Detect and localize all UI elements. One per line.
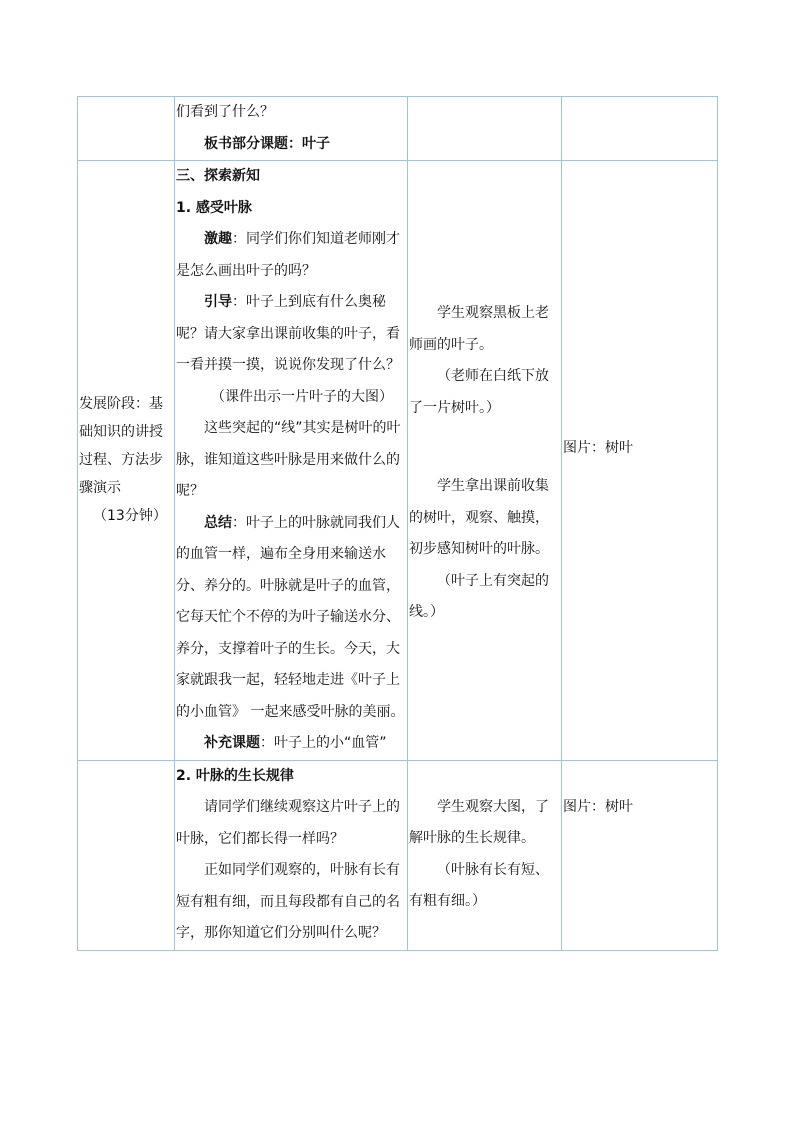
paragraph	[176, 728, 406, 760]
stage-cell	[78, 161, 175, 761]
section-heading: 三、探索新知	[176, 168, 260, 184]
teacher-activity-cell	[175, 97, 408, 161]
media-cell	[562, 760, 718, 950]
subsection-heading: 1. 感受叶脉	[176, 199, 252, 216]
paragraph: （老师在白纸下放了一片树叶。）	[409, 368, 549, 416]
teacher-activity-cell	[175, 161, 408, 761]
paragraph-text: ：同学们你们知道老师刚才是怎么画出叶子的吗？	[176, 231, 400, 279]
paragraph: 学生观察黑板上老师画的叶子。	[409, 305, 549, 353]
paragraph: 学生拿出课前收集的树叶，观察、触摸，初步感知树叶的叶脉。	[409, 478, 549, 557]
paragraph	[176, 224, 406, 287]
paragraph-label: 激趣	[204, 231, 232, 247]
text-line: 们看到了什么？	[176, 104, 274, 120]
paragraph: 这些突起的“线”其实是树叶的叶脉，谁知道这些叶脉是用来做什么的呢？	[176, 420, 401, 499]
paragraph-text: ：叶子上的叶脉就同我们人的血管一样，遍布全身用来输送水分、养分的。叶脉就是叶子的血管，它每天忙个不停的为叶子输送水分、养分，支撑着叶子的生长。今天，大家就跟我一起，轻轻地走进《叶子上的小血管》 一起来感受叶脉的美丽。	[176, 514, 405, 720]
paragraph: （叶子上有突起的线。）	[409, 572, 549, 620]
paragraph	[176, 508, 406, 729]
table-row	[78, 97, 718, 161]
subsection-heading: 2. 叶脉的生长规律	[176, 767, 294, 784]
paragraph-text: ：叶子上到底有什么奥秘呢？请大家拿出课前收集的叶子，看一看并摸一摸，说说你发现了什么？	[176, 294, 400, 373]
paragraph-label: 引导	[204, 294, 232, 310]
student-activity-cell	[408, 161, 562, 761]
paragraph	[176, 287, 406, 382]
paragraph: （课件出示一片叶子的大图）	[211, 388, 393, 405]
board-title: 板书部分课题：叶子	[204, 135, 330, 152]
paragraph-text: ：叶子上的小“血管”	[260, 735, 387, 751]
paragraph: 学生观察大图，了解叶脉的生长规律。	[409, 798, 549, 846]
student-activity-cell	[408, 97, 562, 161]
paragraph: 请同学们继续观察这片叶子上的叶脉，它们都长得一样吗？	[176, 799, 400, 847]
media-cell	[562, 97, 718, 161]
teacher-activity-cell	[175, 760, 408, 950]
student-activity-cell	[408, 760, 562, 950]
paragraph: 正如同学们观察的，叶脉有长有短有粗有细，而且每段都有自己的名字，那你知道它们分别叫什么呢？	[176, 862, 400, 941]
media-label: 图片：树叶	[563, 439, 633, 456]
paragraph-label: 总结	[204, 514, 232, 531]
stage-cell	[78, 97, 175, 161]
paragraph: （叶脉有长有短、有粗有细。）	[409, 861, 549, 909]
paragraph-label: 补充课题	[204, 735, 260, 751]
media-cell	[562, 161, 718, 761]
stage-cell	[78, 760, 175, 950]
table-row	[78, 161, 718, 761]
stage-label: 发展阶段：基础知识的讲授过程、方法步骤演示	[79, 396, 163, 497]
lesson-plan-table	[77, 96, 718, 951]
media-label: 图片：树叶	[563, 798, 633, 815]
table-row	[78, 760, 718, 950]
stage-time: （13分钟）	[93, 508, 167, 525]
